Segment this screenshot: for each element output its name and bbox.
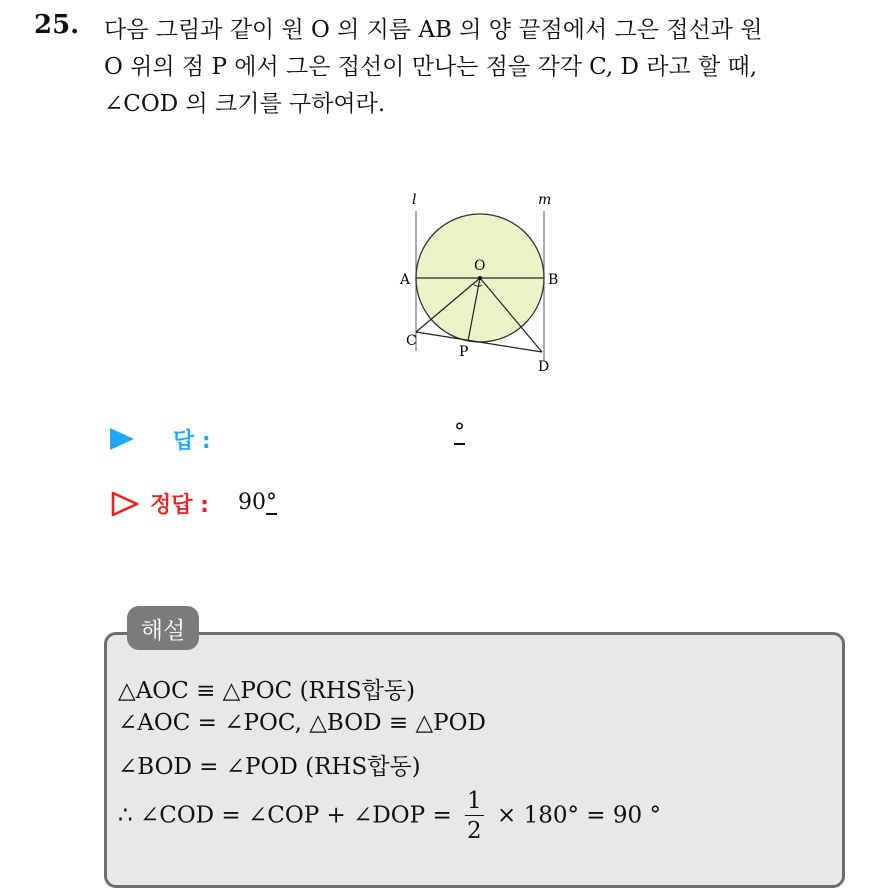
geometry-figure: [384, 186, 584, 381]
final-suffix: × 180° = 90 °: [497, 802, 661, 829]
question-number: 25.: [34, 10, 80, 40]
correct-value: [238, 490, 277, 515]
label-l: l: [412, 192, 417, 208]
question-line: O 위의 점 P 에서 그은 접선이 만나는 점을 각각 C, D 라고 할 때,: [104, 54, 758, 80]
correct-degree: °: [266, 490, 277, 515]
answer-label: 답 :: [173, 429, 211, 454]
question-text: [104, 12, 874, 123]
label-b: B: [548, 272, 559, 288]
label-o: O: [474, 258, 486, 274]
label-d: D: [538, 359, 550, 375]
fraction-numerator: 1: [467, 788, 482, 814]
answer-row: [110, 422, 510, 458]
label-a: A: [400, 272, 411, 288]
label-m: m: [538, 192, 552, 208]
correct-label: 정답 :: [150, 493, 209, 518]
label-p: P: [459, 344, 469, 360]
fraction: [465, 790, 484, 843]
outline-arrow-icon: [110, 490, 140, 518]
question-line: ∠COD 의 크기를 구하여라.: [104, 91, 386, 117]
correct-number: 90: [238, 490, 266, 515]
center-point: [478, 276, 482, 280]
final-prefix: ∴ ∠COD = ∠COP + ∠DOP =: [118, 802, 452, 829]
play-arrow-icon: [110, 428, 134, 450]
solution-tab: 해설: [127, 606, 199, 650]
solution-line: ∠AOC = ∠POC, △BOD ≡ △POD: [118, 710, 486, 736]
fraction-denominator: 2: [467, 818, 482, 844]
label-c: C: [406, 333, 417, 349]
question-line: 다음 그림과 같이 원 O 의 지름 AB 의 양 끝점에서 그은 접선과 원: [104, 17, 763, 43]
solution-line: ∠BOD = ∠POD (RHS합동): [118, 754, 421, 780]
answer-blank[interactable]: °: [454, 420, 465, 445]
solution-final-line: [118, 790, 661, 843]
correct-answer-row: [110, 486, 510, 522]
solution-line: △AOC ≡ △POC (RHS합동): [118, 678, 416, 704]
